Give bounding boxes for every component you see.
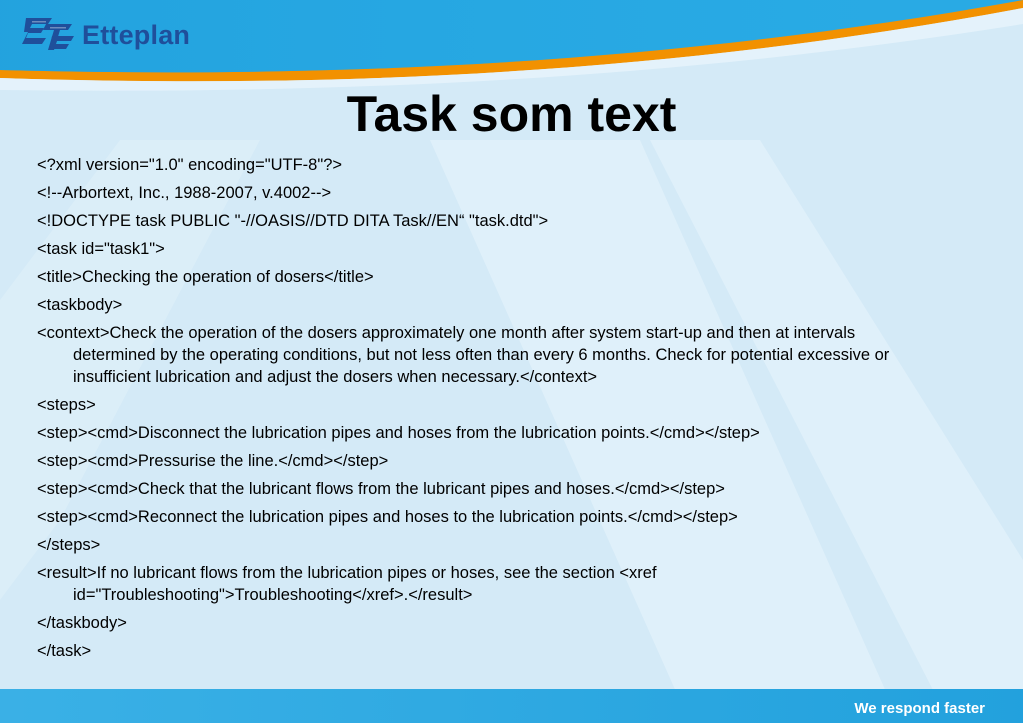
etteplan-logo: [22, 14, 190, 54]
code-line: </steps>: [37, 536, 101, 554]
code-line: <context>Check the operation of the dosers approximately one month after system start-up and then at intervals determined by the operating conditions, but not less often than every 6 months. Check for potential excessive or insufficient lubrication and adjust the dosers when necessary.</context>: [37, 324, 890, 386]
code-line: <title>Checking the operation of dosers</title>: [37, 268, 374, 286]
xml-listing: [37, 154, 937, 668]
code-line: <taskbody>: [37, 296, 123, 314]
code-line: <result>If no lubricant flows from the lubrication pipes or hoses, see the section <xref id="Troubleshooting">Troubleshooting</xref>.</result>: [37, 564, 657, 604]
brand-name: Etteplan: [82, 19, 191, 50]
footer-tagline: We respond faster: [854, 700, 985, 717]
etteplan-logo-icon: [22, 14, 76, 54]
code-line: <step><cmd>Reconnect the lubrication pipes and hoses to the lubrication points.</cmd></step>: [37, 508, 738, 526]
slide-title: Task som text: [346, 86, 677, 142]
code-line: </task>: [37, 642, 92, 660]
code-line: <?xml version="1.0" encoding="UTF-8"?>: [37, 156, 343, 174]
code-line: <steps>: [37, 396, 96, 414]
code-line: <!DOCTYPE task PUBLIC "-//OASIS//DTD DITA Task//EN“ "task.dtd">: [37, 212, 549, 230]
code-line: <task id="task1">: [37, 240, 165, 258]
code-line: <step><cmd>Pressurise the line.</cmd></step>: [37, 452, 389, 470]
code-line: <step><cmd>Disconnect the lubrication pipes and hoses from the lubrication points.</cmd></step>: [37, 424, 760, 442]
code-line: </taskbody>: [37, 614, 127, 632]
code-line: <step><cmd>Check that the lubricant flows from the lubricant pipes and hoses.</cmd></step>: [37, 480, 725, 498]
code-line: <!--Arbortext, Inc., 1988-2007, v.4002-->: [37, 184, 332, 202]
